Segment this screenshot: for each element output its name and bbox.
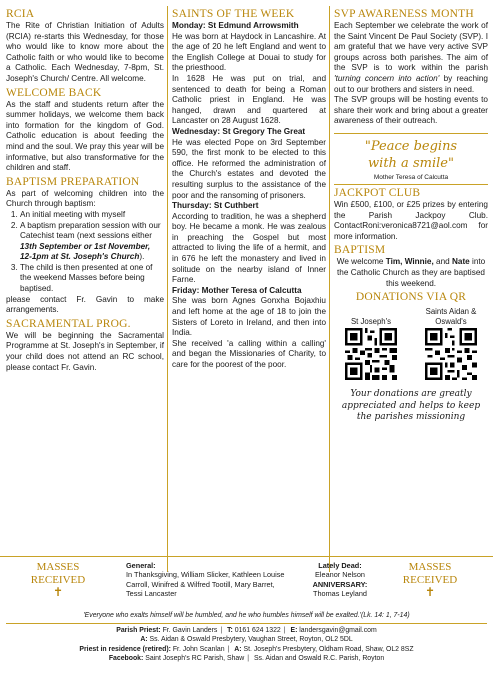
masses-label: MASSES [408,561,452,573]
qr-label: Saints Aidan & Oswald's [425,307,477,326]
masses-received-right [390,561,470,599]
saint-title: Friday: Mother Teresa of Calcutta [172,285,302,295]
svp-heading: SVP AWARENESS MONTH [334,8,474,20]
lately-dead [300,561,380,598]
rcia-text: The Rite of Christian Initiation of Adults (RCIA) re-starts this Wednesday, for those who would like to know more about the Catholic faith or who would like to become a Catholic. Each Wednesday, 7-8pm, St. Joseph's Church/ Centre. All welcome. [6,21,164,83]
donations-thanks: Your donations are greatly appreciated and helps to keep the parishes missioning [341,389,481,423]
parish-footer [6,611,487,664]
saint-title: Monday: St Edmund Arrowsmith [172,21,299,30]
qr-code-icon [425,328,477,380]
middle-column [172,6,326,371]
baptism-preparation-outro: please contact Fr. Gavin to make arrangements. [6,294,164,315]
welcome-back-text: As the staff and students return after the summer holidays, we welcome them back into formation for the kingdom of God. Catholic education is about feeding the mind and the soul. We pray this year will be informative, but also transformative for the children and staff. [6,99,164,173]
qr-aidan-oswald[interactable] [414,306,488,385]
gospel-quote: 'Everyone who exalts himself will be humbled, and he who humbles himself will be exalted.'(Lk. 14: 1, 7-14) [6,611,487,624]
general-masses [126,561,288,598]
peace-quote [334,133,488,185]
qr-label: St Joseph's [350,316,392,326]
quote-line: with a smile" [368,155,454,171]
left-column [6,6,164,373]
list-item: 1. An initial meeting with myself [20,210,164,221]
list-item: 2. A baptism preparation session with our Catechist team (next sessions either 13th September or 1st November, 12-1pm at St. Joseph's Church). [20,221,164,263]
saint-text: He was born at Haydock in Lancashire. At the age of 20 he left England and went to the English College at Douai to study for the priesthood. [172,31,326,73]
jackpot-text: Win £500, £100, or £25 prizes by entering the Parish Jackpoy Club. ContactRoni:veronica8721@aol.com for more information. [334,199,488,241]
general-title: General: [126,561,156,570]
saint-text: In 1628 He was put on trial, and sentenced to death for being a Roman Catholic priest in England. He was hanged, drawn and quartered at Lancaster on 28 August 1628. [172,73,326,126]
lately-dead-title: Lately Dead: [318,561,362,570]
svp-text: Each September we celebrate the work of the Saint Vincent De Paul Society (SVP). I am grateful that we have very active SVP groups across both parishes. The aim of the SVP is to work within the parish 'turning concern into action' by reaching out to our brothers and sisters in need. [334,21,488,94]
saint-text: She received 'a calling within a calling' and began the Missionaries of Charity, to care for the poorest of the poor. [172,338,326,369]
saint-title: Wednesday: St Gregory The Great [172,126,306,136]
email-link[interactable]: landersgavin@gmail.com [297,626,377,634]
masses-label: MASSES [36,561,80,573]
received-label: RECEIVED [30,573,86,586]
donations-heading: DONATIONS VIA QR [355,291,467,304]
cross-icon: ✝ [424,585,436,599]
saint-title: Thursday: St Cuthbert [172,201,259,211]
facebook-link[interactable]: Saint Joseph's RC Parish, Shaw [143,655,245,663]
lately-dead-name: Eleanor Nelson [315,570,365,580]
qr-code-icon [345,328,397,380]
qr-code-row [334,306,488,385]
saints-heading: SAINTS OF THE WEEK [172,8,295,20]
masses-received-left [18,561,98,599]
qr-st-joseph[interactable] [334,306,408,385]
anniversary-name: Thomas Leyland [313,588,367,598]
footer-row: A: Ss. Aidan & Oswald Presbytery, Vaughan Street, Royton, OL2 5DL [140,636,353,644]
baptism-heading: BAPTISM [334,244,386,257]
saint-text: She was born Agnes Gonxha Bojaxhiu and left home at the age of 18 to join the Sisters of Loreto in Ireland, and then into India. [172,296,326,338]
received-label: RECEIVED [402,573,458,586]
rcia-heading: RCIA [6,8,35,20]
masses-received-section [0,556,493,608]
baptism-text: We welcome Tim, Winnie, and Nate into the Catholic Church as they are baptised this weekend. [336,257,486,288]
sacramental-text: We will be beginning the Sacramental Programme at St. Joseph's in September, if your child does not attend an RC school, please contact Fr. Gavin. [6,330,164,372]
list-item: 3. The child is then presented at one of the weekend Masses before being baptised. [20,263,164,295]
baptism-preparation-intro: As part of welcoming children into the Church through baptism: [6,188,164,209]
right-column [334,6,488,424]
footer-row: Priest in residence (retired): Fr. John Scanlan | A: St. Joseph's Presbytery, Oldham Road, Shaw, OL2 8SZ [79,645,414,653]
cross-icon: ✝ [52,585,64,599]
sacramental-heading: SACRAMENTAL PROG. [6,317,131,330]
quote-author: Mother Teresa of Calcutta [373,173,449,181]
general-text: In Thanksgiving, William Slicker, Kathleen Louise Carroll, Winifred & Wilfred Tootill, Mary Barret, Tessi Lancaster [126,570,285,598]
anniversary-title: ANNIVERSARY: [312,579,368,589]
saint-text: He was elected Pope on 3rd September 590, the first monk to be elected to this office. He reformed the administration of the Church's estates and devoted the resulting surplus to the assistance of the poor and the ransoming of prisoners. [172,137,326,200]
footer-row: Facebook: Saint Joseph's RC Parish, Shaw | Ss. Aidan and Oswald R.C. Parish, Royton [108,655,385,663]
facebook-link[interactable]: Ss. Aidan and Oswald R.C. Parish, Royton [253,655,385,663]
footer-row: Parish Priest: Fr. Gavin Landers | T: 0161 624 1322 | E: landersgavin@gmail.com [116,626,377,634]
quote-line: "Peace begins [364,138,458,154]
welcome-back-heading: WELCOME BACK [6,86,102,99]
baptism-steps-list [20,210,164,295]
jackpot-heading: JACKPOT CLUB [334,186,421,199]
column-divider [329,6,330,572]
svp-text-2: The SVP groups will be hosting events to share their work and bring about a greater awareness of their outreach. [334,95,488,126]
column-divider [167,6,168,572]
saint-text: According to tradition, he was a shepherd boy. He became a monk. He was zealous in preaching the Gospel but most attracted to living the life of a hermit, and in 676 he left the monastery and lived in solitude on the nearby island of Inner Farne. [172,211,326,285]
baptism-preparation-heading: BAPTISM PREPARATION [6,175,140,188]
